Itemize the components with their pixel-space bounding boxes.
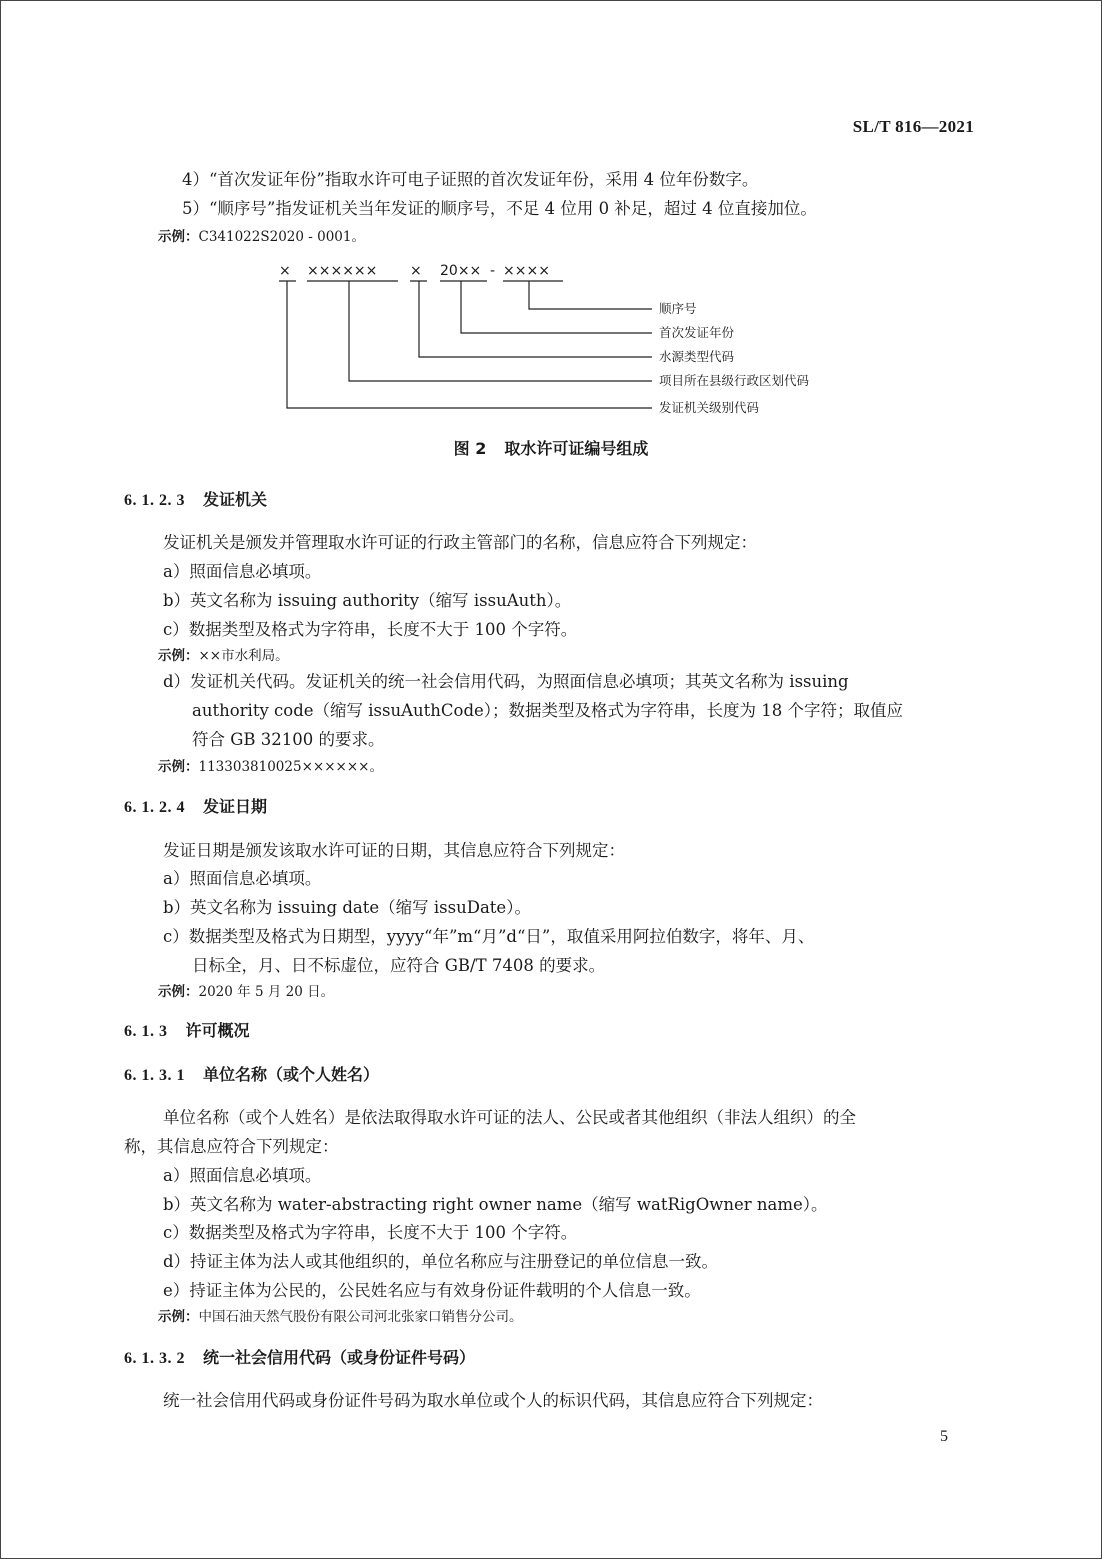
section-number: 6. 1. 3. 1 xyxy=(124,1067,185,1084)
s6131-intro-line-1: 单位名称（或个人姓名）是依法取得取水许可证的法人、公民或者其他组织（非法人组织）的全 xyxy=(163,1108,856,1127)
code-part-level: × xyxy=(279,263,291,279)
section-6-1-2-4-heading xyxy=(124,796,267,819)
leader-sequence xyxy=(529,281,652,309)
intro-item-5: 5）“顺序号”指发证机关当年发证的顺序号，不足 4 位用 0 补足，超过 4 位直接加位。 xyxy=(182,199,817,218)
example-label: 示例： xyxy=(158,984,199,1000)
section-6-1-3-1-heading xyxy=(124,1064,379,1087)
label-authority-level: 发证机关级别代码 xyxy=(659,400,760,415)
s6123-item-c: c）数据类型及格式为字符串，长度不大于 100 个字符。 xyxy=(163,620,578,639)
s6123-item-d-line-1: d）发证机关代码。发证机关的统一社会信用代码，为照面信息必填项；其英文名称为 issuing xyxy=(163,672,849,691)
section-number: 6. 1. 2. 4 xyxy=(124,799,185,816)
code-part-year: 20×× xyxy=(440,263,482,279)
code-part-dash: - xyxy=(490,263,496,279)
s6124-item-b: b）英文名称为 issuing date（缩写 issuDate）。 xyxy=(163,898,531,917)
s6123-example-1 xyxy=(158,647,289,665)
section-title: 统一社会信用代码（或身份证件号码） xyxy=(203,1348,476,1367)
code-part-water-source: × xyxy=(410,263,422,279)
example-text: 中国石油天然气股份有限公司河北张家口销售分公司。 xyxy=(198,1309,523,1325)
example-text: 113303810025××××××。 xyxy=(198,759,383,775)
s6131-item-c: c）数据类型及格式为字符串，长度不大于 100 个字符。 xyxy=(163,1223,578,1242)
s6132-intro: 统一社会信用代码或身份证件号码为取水单位或个人的标识代码，其信息应符合下列规定： xyxy=(163,1391,823,1410)
section-6-1-3-heading xyxy=(124,1020,250,1043)
leader-water-source xyxy=(419,281,652,357)
section-title: 单位名称（或个人姓名） xyxy=(203,1065,380,1084)
s6123-intro: 发证机关是颁发并管理取水许可证的行政主管部门的名称，信息应符合下列规定： xyxy=(163,533,757,552)
s6131-example xyxy=(158,1308,523,1326)
s6124-item-c-line-1: c）数据类型及格式为日期型，yyyy“年”m“月”d“日”，取值采用阿拉伯数字，将年、月、 xyxy=(163,927,815,946)
figure-title: 取水许可证编号组成 xyxy=(504,439,649,458)
code-part-region: ×××××× xyxy=(307,263,378,279)
s6124-item-a: a）照面信息必填项。 xyxy=(163,869,322,888)
standard-code: SL/T 816—2021 xyxy=(852,117,974,136)
s6124-item-c-line-2: 日标全，月、日不标虚位，应符合 GB/T 7408 的要求。 xyxy=(192,956,606,975)
example-text: ××市水利局。 xyxy=(198,648,289,664)
example-label: 示例： xyxy=(158,648,199,664)
s6123-item-d-line-2: authority code（缩写 issuAuthCode）；数据类型及格式为字符串，长度为 18 个字符；取值应 xyxy=(192,701,904,720)
code-part-sequence: ×××× xyxy=(503,263,550,279)
section-title: 发证日期 xyxy=(203,797,268,816)
s6123-example-2 xyxy=(158,758,383,776)
section-title: 发证机关 xyxy=(203,490,268,509)
leader-region xyxy=(349,281,652,381)
intro-item-4: 4）“首次发证年份”指取水许可电子证照的首次发证年份，采用 4 位年份数字。 xyxy=(182,170,759,189)
s6123-item-d-line-3: 符合 GB 32100 的要求。 xyxy=(192,730,385,749)
s6123-item-a: a）照面信息必填项。 xyxy=(163,562,322,581)
s6123-item-b: b）英文名称为 issuing authority（缩写 issuAuth）。 xyxy=(163,591,572,610)
section-6-1-3-2-heading xyxy=(124,1347,475,1370)
example-text: C341022S2020 - 0001。 xyxy=(198,229,365,245)
s6131-intro-line-2: 称，其信息应符合下列规定： xyxy=(124,1137,339,1156)
s6131-item-a: a）照面信息必填项。 xyxy=(163,1166,322,1185)
s6124-example xyxy=(158,983,334,1001)
label-water-source: 水源类型代码 xyxy=(659,349,735,364)
section-6-1-2-3-heading xyxy=(124,489,267,512)
s6131-item-e: e）持证主体为公民的，公民姓名应与有效身份证件载明的个人信息一致。 xyxy=(163,1281,701,1300)
s6131-item-d: d）持证主体为法人或其他组织的，单位名称应与注册登记的单位信息一致。 xyxy=(163,1252,719,1271)
figure-number: 图 2 xyxy=(453,439,487,458)
page-number: 5 xyxy=(940,1428,948,1445)
figure-caption xyxy=(0,436,1102,459)
example-label: 示例： xyxy=(158,229,199,245)
s6124-intro: 发证日期是颁发该取水许可证的日期，其信息应符合下列规定： xyxy=(163,841,625,860)
figure-2-connector-lines xyxy=(0,0,1102,430)
example-label: 示例： xyxy=(158,759,199,775)
example-text: 2020 年 5 月 20 日。 xyxy=(198,984,335,1000)
section-number: 6. 1. 3 xyxy=(124,1023,168,1040)
label-first-year: 首次发证年份 xyxy=(659,325,735,340)
s6131-item-b: b）英文名称为 water-abstracting right owner name（缩写 watRigOwner name）。 xyxy=(163,1195,828,1214)
label-region-code: 项目所在县级行政区划代码 xyxy=(659,373,810,388)
example-label: 示例： xyxy=(158,1309,199,1325)
label-sequence: 顺序号 xyxy=(659,301,697,316)
section-number: 6. 1. 3. 2 xyxy=(124,1350,185,1367)
section-number: 6. 1. 2. 3 xyxy=(124,492,185,509)
section-title: 许可概况 xyxy=(185,1021,250,1040)
leader-year xyxy=(461,281,652,333)
leader-level xyxy=(287,281,652,408)
